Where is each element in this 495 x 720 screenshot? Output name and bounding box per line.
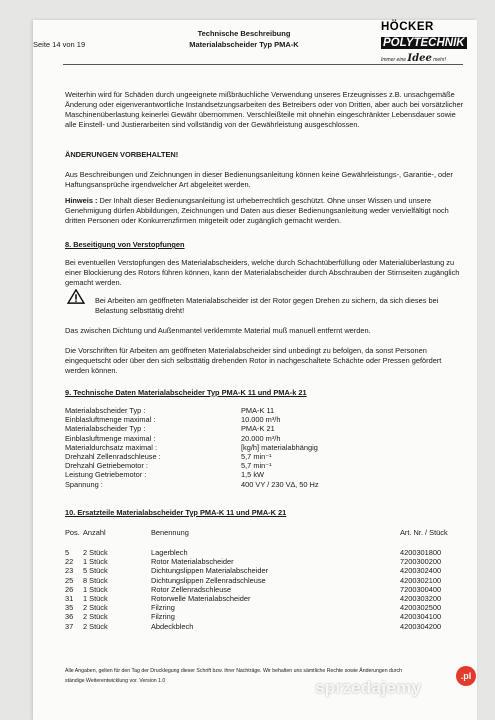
warning-triangle-icon [67,289,85,304]
parts-table-row [65,557,465,566]
parts-table-cell: 1 Stück [83,593,108,603]
parts-table-row [65,612,465,621]
warning-text: Bei Arbeiten am geöffneten Materialabscheider ist der Rotor gegen Drehen zu sichern, da sich dieses bei Belastung selbsttätig dreht! [95,296,439,316]
parts-table-cell: Rotor Materialabscheider [151,557,234,567]
tech-data-label: Einblasluftmenge maximal : [65,415,156,425]
parts-table-row [65,585,465,594]
tech-data-label: Materialabscheider Typ : [65,424,146,434]
tech-data-value: 5,7 min⁻¹ [241,451,272,461]
parts-table-row [65,566,465,575]
tech-data-row [65,480,465,489]
title-line-1: Technische Beschreibung [197,29,291,38]
tech-data-value: 10.000 m³/h [241,415,281,425]
parts-table-cell: 4200302500 [400,603,442,613]
tech-data-row [65,406,465,415]
parts-table-cell: 4200302100 [400,575,442,585]
tech-data-value: 5,7 min⁻¹ [241,461,272,471]
rules-paragraph: Die Vorschriften für Arbeiten am geöffneten Materialabscheider sind unbedingt zu befolgen, da sonst Personen eingequetscht oder über den sich selbsttätig drehenden Rotor in nachgeschaltete Schächte oder Pressen gefördert werden können. [65,346,442,376]
tech-data-row [65,434,465,443]
parts-table-cell: Dichtungslippen Materialabscheider [151,566,269,576]
parts-table-cell: 4200303200 [400,593,442,603]
logo-tagline: Immer eine Idee mehr! [381,53,446,64]
watermark-text: sprzedajemy [315,678,422,697]
footer-line-1: Alle Angaben, gelten für den Tag der Drucklegung dieser Schrift bzw. ihrer Nachträge. Wir behalten uns sämtliche Rechte sowie Änderungen durch [65,668,402,674]
parts-table-row [65,622,465,631]
document-title [149,28,339,50]
parts-table-cell: Rotor Zellenradschleuse [151,584,232,594]
header-divider [63,64,463,65]
parts-table-cell: 25 [65,575,74,585]
title-line-2: Materialabscheider Typ PMA-K [189,40,299,49]
parts-table-cell: 4200304100 [400,612,442,622]
tech-data-value: 400 VY / 230 V∆, 50 Hz [241,479,319,489]
tech-data-value: 1,5 kW [241,470,264,480]
tech-data-value: PMA-K 21 [241,424,275,434]
parts-table-cell: 4200301800 [400,548,442,557]
tech-data-row [65,470,465,479]
parts-table-cell: 2 Stück [83,621,108,631]
parts-table-cell: Abdeckblech [151,621,194,631]
parts-table-cell: 5 Stück [83,566,108,576]
parts-table-cell: 8 Stück [83,575,108,585]
watermark-badge: .pl [456,666,476,686]
tech-data-value: PMA-K 11 [241,406,275,415]
tech-data-label: Einblasluftmenge maximal : [65,433,156,443]
page-number: Seite 14 von 19 [33,40,86,49]
parts-table-cell: 23 [65,566,74,576]
tech-data-label: Drehzahl Zellenradschleuse : [65,451,161,461]
parts-table-cell: Lagerblech [151,548,188,557]
parts-table-row [65,603,465,612]
hint-label: Hinweis : [65,196,98,205]
parts-table-cell: 26 [65,584,74,594]
parts-column-header: Anzahl [83,528,106,537]
tech-data-label: Materialdurchsatz maximal : [65,442,158,452]
logo-line-2: POLYTECHNIK [383,37,465,49]
parts-table-cell: 4200302400 [400,566,442,576]
tech-data-label: Drehzahl Getriebemotor : [65,461,148,471]
tech-data-label: Leistung Getriebemotor : [65,470,147,480]
parts-table-cell: 22 [65,557,74,567]
page-header [33,20,477,66]
parts-table-cell: 1 Stück [83,584,108,594]
parts-table-cell: 31 [65,593,74,603]
parts-table-cell: 2 Stück [83,612,108,622]
parts-table-cell: 2 Stück [83,548,108,557]
seal-paragraph: Das zwischen Dichtung und Außenmantel verklemmte Material muß manuell entfernt werden. [65,326,371,335]
tech-data-value: [kg/h] materialabhängig [241,442,318,452]
tech-data-row [65,443,465,452]
parts-table-cell: Rotorwelle Materialabscheider [151,593,251,603]
parts-table-cell: 4200304200 [400,621,442,631]
tech-data-row [65,415,465,424]
technical-data-table [65,406,465,489]
parts-table-cell: 7200300200 [400,557,442,567]
clog-paragraph: Bei eventuellen Verstopfungen des Materialabscheiders, welche durch Schachtüberfüllung oder Materialüberlastung zu einer Blockierung des Rotors führen können, kann der Materialabscheider durch Abschrauben der Stirnseiten zugänglich gemacht werden. [65,258,460,288]
hint-paragraph [65,196,465,226]
parts-table-cell: 5 [65,548,70,557]
parts-table-cell: Filzring [151,612,175,622]
tech-data-row [65,424,465,433]
parts-table-cell: 36 [65,612,74,622]
tech-data-label: Spannung : [65,479,103,489]
tech-data-row [65,452,465,461]
section-10-heading: 10. Ersatzteile Materialabscheider Typ PMA-K 11 und PMA-K 21 [65,508,287,517]
tech-data-value: 20.000 m³/h [241,433,281,443]
company-logo [381,21,465,68]
section-8-heading: 8. Beseitigung von Verstopfungen [65,240,185,249]
parts-column-header: Benennung [151,528,189,537]
changes-heading: ÄNDERUNGEN VORBEHALTEN! [65,150,179,159]
parts-table-cell: 2 Stück [83,603,108,613]
tech-data-label: Materialabscheider Typ : [65,406,146,415]
changes-paragraph: Aus Beschreibungen und Zeichnungen in dieser Bedienungsanleitung können keine Gewährleistungs-, Garantie-, oder Haftungsansprüche irgendwelcher Art abgeleitet werden. [65,170,453,190]
parts-table-cell: 1 Stück [83,557,108,567]
parts-table-cell: 35 [65,603,74,613]
parts-table-row [65,576,465,585]
parts-table-cell: Dichtungslippen Zellenradschleuse [151,575,266,585]
tech-data-row [65,461,465,470]
parts-column-header: Art. Nr. / Stück [400,528,448,537]
parts-table-cell: 7200300400 [400,584,442,594]
section-9-heading: 9. Technische Daten Materialabscheider Typ PMA-K 11 und PMA-k 21 [65,388,307,397]
parts-table-cell: 37 [65,621,74,631]
parts-table-row [65,548,465,557]
parts-table-cell: Filzring [151,603,175,613]
hint-text: Der Inhalt dieser Bedienungsanleitung ist urheberrechtlich geschützt. Ohne unser Wissen und unsere Genehmigung dürfen Abbildungen, Zeichnungen und Daten aus dieser Bedienungsanleitung weder vervielfältigt noch dritten Personen oder Konkurrenzfirmen mitgeteilt oder zugänglich gemacht werden. [65,196,449,226]
parts-table-row [65,594,465,603]
footer-line-2: ständige Weiterentwicklung vor. Version 1.0 [65,678,166,684]
liability-paragraph: Weiterhin wird für Schäden durch ungeeignete mißbräuchliche Verwendung unseres Erzeugnisses z.B. unsachgemäße Änderung oder eigenverantwortliche Instandsetzungsarbeiten des Betreibers oder von Dritten, aber auch bei vorsätzlicher Maschinenüberlastung keinerlei Gewähr übernommen. Verschleißteile mit ohnehin eingeschränkter Lebensdauer sowie alle Einstell- und Justierarbeiten sind vollständig von der Gewährleistung ausgeschlossen. [65,90,464,130]
parts-table-header [65,528,465,544]
logo-line-1: HÖCKER [381,21,434,33]
parts-column-header: Pos. [65,528,80,537]
spare-parts-table [65,528,465,631]
